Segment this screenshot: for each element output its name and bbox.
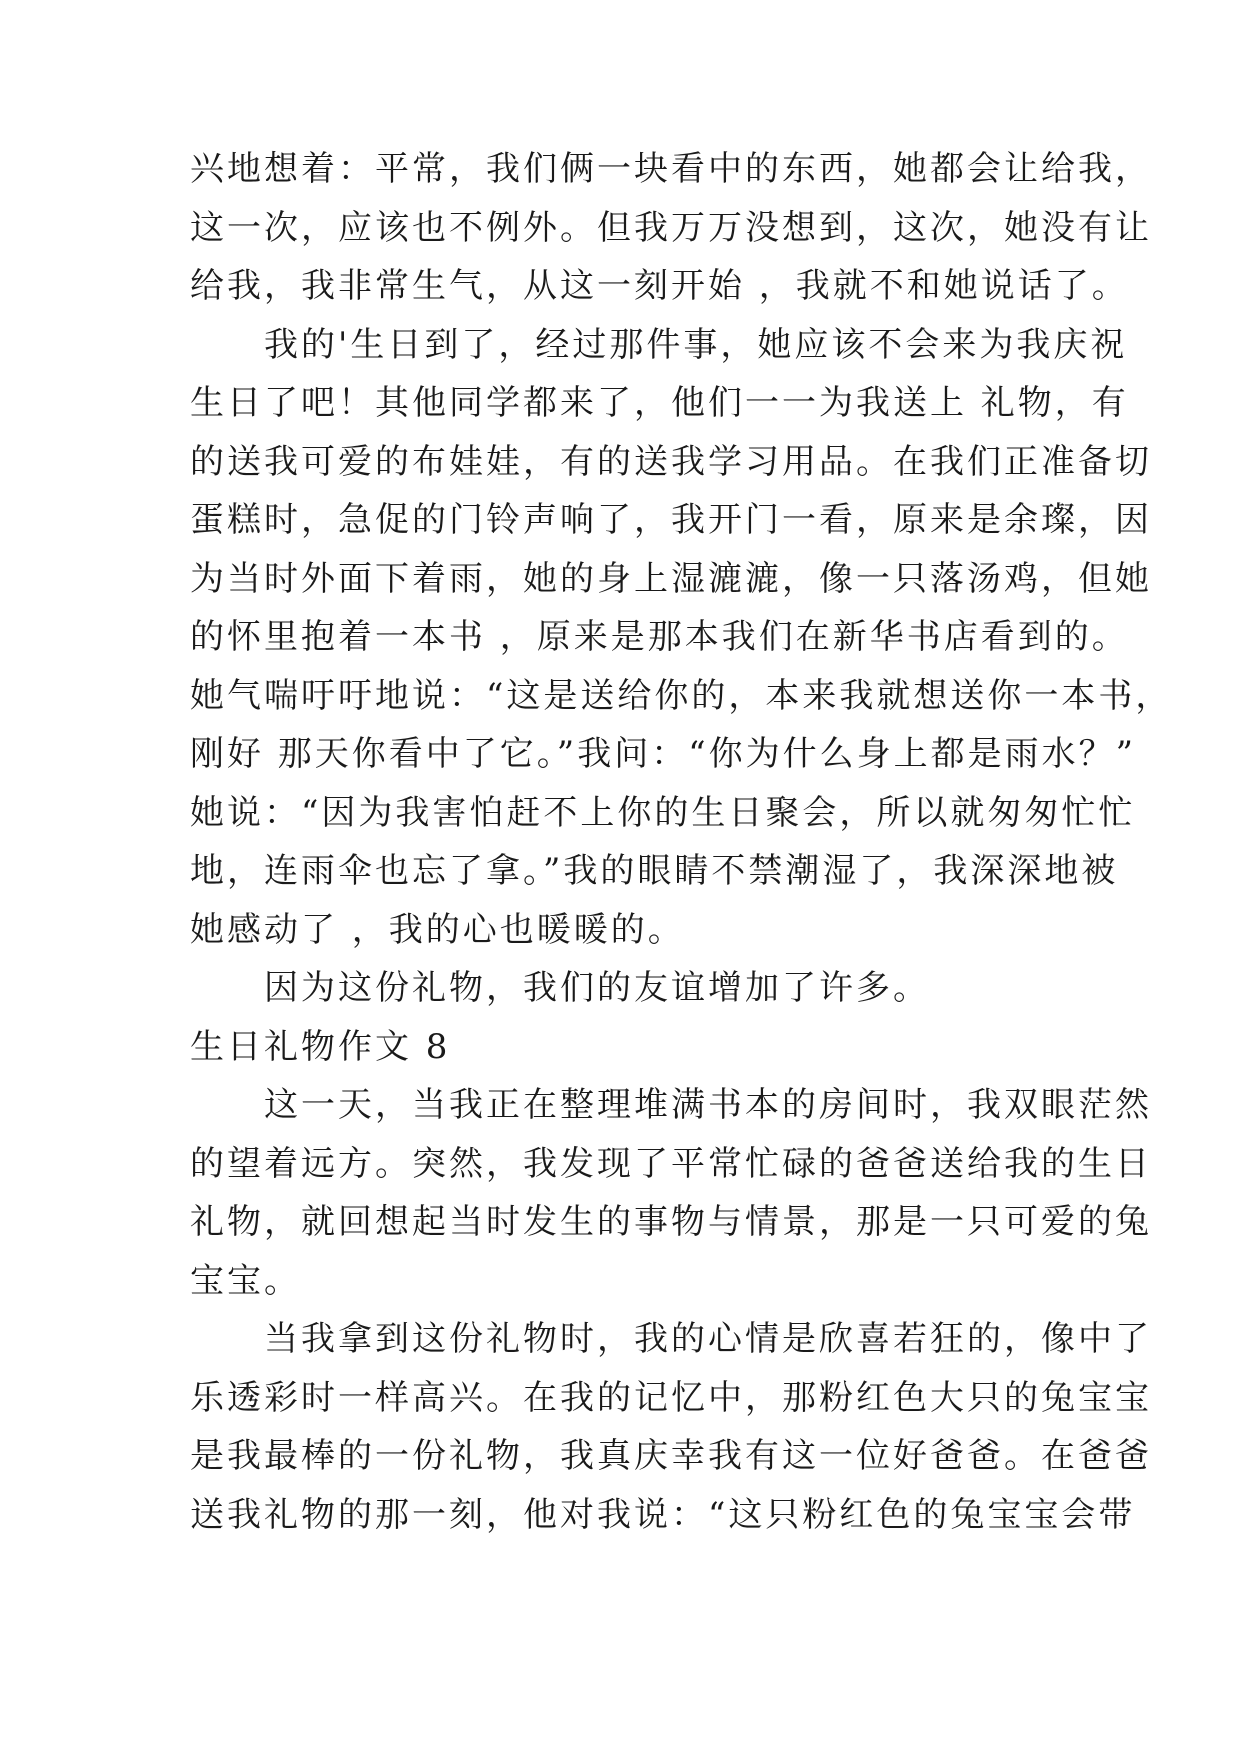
text-line: 因为这份礼物，我们的友谊增加了许多。 bbox=[190, 968, 930, 1008]
text-line: 宝宝。 bbox=[190, 1260, 301, 1301]
text-line: 她感动了 ，我的心也暖暖的。 bbox=[190, 909, 685, 950]
text-line: 我的'生日到了，经过那件事，她应该不会来为我庆祝 bbox=[190, 324, 1128, 365]
text-line: 当我拿到这份礼物时，我的心情是欣喜若狂的，像中了 bbox=[190, 1319, 1152, 1359]
text-line: 她说：“因为我害怕赶不上你的生日聚会，所以就匆匆忙忙 bbox=[190, 792, 1136, 833]
text-line: 的望着远方。突然，我发现了平常忙碌的爸爸送给我的生日 bbox=[190, 1143, 1152, 1184]
text-line: 地，连雨伞也忘了拿。”我的眼睛不禁潮湿了，我深深地被 bbox=[190, 851, 1119, 891]
text-line: 这一天，当我正在整理堆满书本的房间时，我双眼茫然 bbox=[190, 1085, 1152, 1125]
text-line: 刚好 那天你看中了它。”我问：“你为什么身上都是雨水？” bbox=[190, 734, 1136, 774]
text-line: 乐透彩时一样高兴。在我的记忆中，那粉红色大只的兔宝宝 bbox=[190, 1377, 1152, 1418]
text-line: 礼物，就回想起当时发生的事物与情景，那是一只可爱的兔 bbox=[190, 1202, 1152, 1242]
text-line: 给我，我非常生气，从这一刻开始 ，我就不和她说话了。 bbox=[190, 266, 1129, 306]
text-line: 是我最棒的一份礼物，我真庆幸我有这一位好爸爸。在爸爸 bbox=[190, 1436, 1152, 1476]
text-line: 为当时外面下着雨，她的身上湿漉漉，像一只落汤鸡，但她 bbox=[190, 558, 1152, 599]
section-heading: 生日礼物作文 8 bbox=[190, 1026, 451, 1067]
text-line: 送我礼物的那一刻，他对我说：“这只粉红色的兔宝宝会带 bbox=[190, 1494, 1136, 1535]
text-line: 生日了吧！其他同学都来了，他们一一为我送上 礼物，有 bbox=[190, 383, 1129, 423]
text-line: 她气喘吁吁地说：“这是送给你的，本来我就想送你一本书， bbox=[190, 675, 1173, 716]
text-line: 这一次，应该也不例外。但我万万没想到，这次，她没有让 bbox=[190, 207, 1152, 248]
text-line: 的送我可爱的布娃娃，有的送我学习用品。在我们正准备切 bbox=[190, 441, 1152, 482]
text-line: 的怀里抱着一本书 ，原来是那本我们在新华书店看到的。 bbox=[190, 617, 1129, 657]
text-line: 兴地想着：平常，我们俩一块看中的东西，她都会让给我， bbox=[190, 149, 1152, 189]
text-line: 蛋糕时，急促的门铃声响了，我开门一看，原来是余璨，因 bbox=[190, 500, 1152, 540]
essay-body bbox=[190, 140, 1173, 1544]
